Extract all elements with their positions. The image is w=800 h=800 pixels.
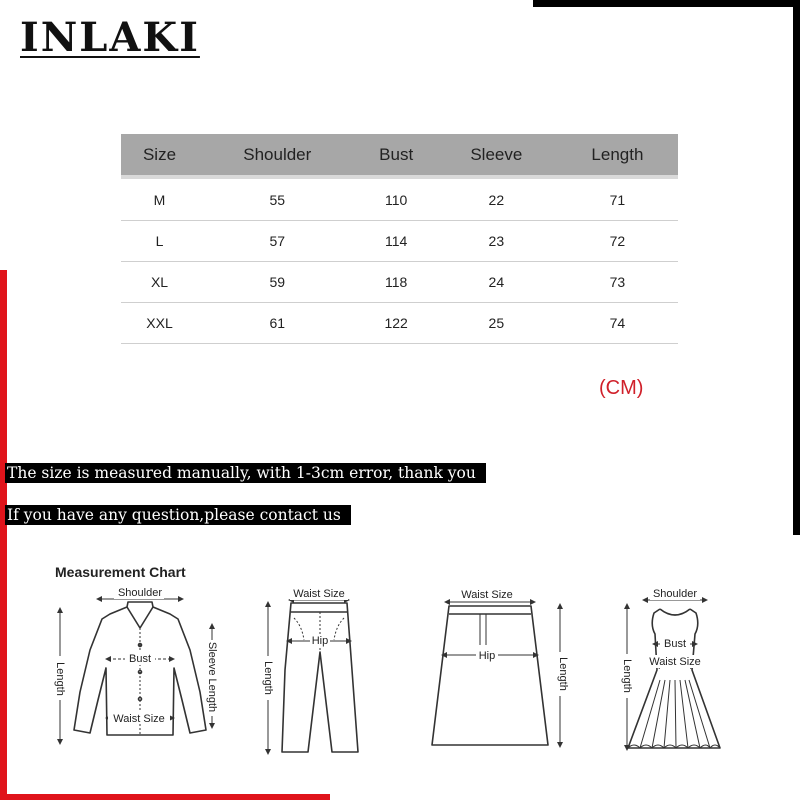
table-cell: 73 bbox=[557, 262, 678, 303]
shirt-sleeve-label: Sleeve Length bbox=[206, 641, 218, 713]
table-cell: 23 bbox=[436, 221, 557, 262]
dress-shoulder-label: Shoulder bbox=[652, 588, 698, 600]
column-header: Size bbox=[121, 134, 198, 177]
contact-note: If you have any question,please contact us bbox=[5, 505, 351, 525]
table-cell: 24 bbox=[436, 262, 557, 303]
table-cell: 74 bbox=[557, 303, 678, 344]
measurement-error-note: The size is measured manually, with 1-3cm error, thank you bbox=[5, 463, 486, 483]
table-cell: XXL bbox=[121, 303, 198, 344]
table-cell: 59 bbox=[198, 262, 357, 303]
shirt-shoulder-label: Shoulder bbox=[117, 587, 163, 599]
table-cell: 25 bbox=[436, 303, 557, 344]
table-cell: 57 bbox=[198, 221, 357, 262]
pants-measure-lines bbox=[268, 600, 349, 752]
column-header: Bust bbox=[357, 134, 436, 177]
table-cell: 22 bbox=[436, 177, 557, 221]
shirt-length-label: Length bbox=[54, 662, 66, 696]
table-cell: 61 bbox=[198, 303, 357, 344]
dress-bust-label: Bust bbox=[663, 638, 687, 650]
table-cell: L bbox=[121, 221, 198, 262]
pants-waist-label: Waist Size bbox=[293, 588, 345, 600]
brand-logo: INLAKI bbox=[20, 14, 200, 61]
pants-hip-label: Hip bbox=[311, 635, 329, 647]
table-cell: 110 bbox=[357, 177, 436, 221]
table-cell: 55 bbox=[198, 177, 357, 221]
column-header: Sleeve bbox=[436, 134, 557, 177]
skirt-measure-lines bbox=[444, 602, 560, 745]
skirt-length-label: Length bbox=[557, 657, 569, 691]
pants-diagram bbox=[282, 603, 358, 752]
table-cell: 118 bbox=[357, 262, 436, 303]
unit-label: (CM) bbox=[599, 377, 644, 399]
table-cell: 71 bbox=[557, 177, 678, 221]
dress-waist-label: Waist Size bbox=[649, 656, 701, 668]
dress-diagram bbox=[628, 609, 720, 748]
dress-length-label: Length bbox=[621, 659, 633, 693]
pants-length-label: Length bbox=[262, 661, 274, 695]
shirt-waist-label: Waist Size bbox=[113, 713, 165, 725]
skirt-diagram bbox=[432, 606, 548, 745]
table-cell: 114 bbox=[357, 221, 436, 262]
skirt-waist-label: Waist Size bbox=[461, 589, 513, 601]
measurement-chart-title: Measurement Chart bbox=[55, 564, 186, 580]
table-cell: 72 bbox=[557, 221, 678, 262]
shirt-bust-label: Bust bbox=[128, 653, 152, 665]
column-header: Shoulder bbox=[198, 134, 357, 177]
table-cell: 122 bbox=[357, 303, 436, 344]
skirt-hip-label: Hip bbox=[478, 650, 496, 662]
table-cell: XL bbox=[121, 262, 198, 303]
table-cell: M bbox=[121, 177, 198, 221]
column-header: Length bbox=[557, 134, 678, 177]
